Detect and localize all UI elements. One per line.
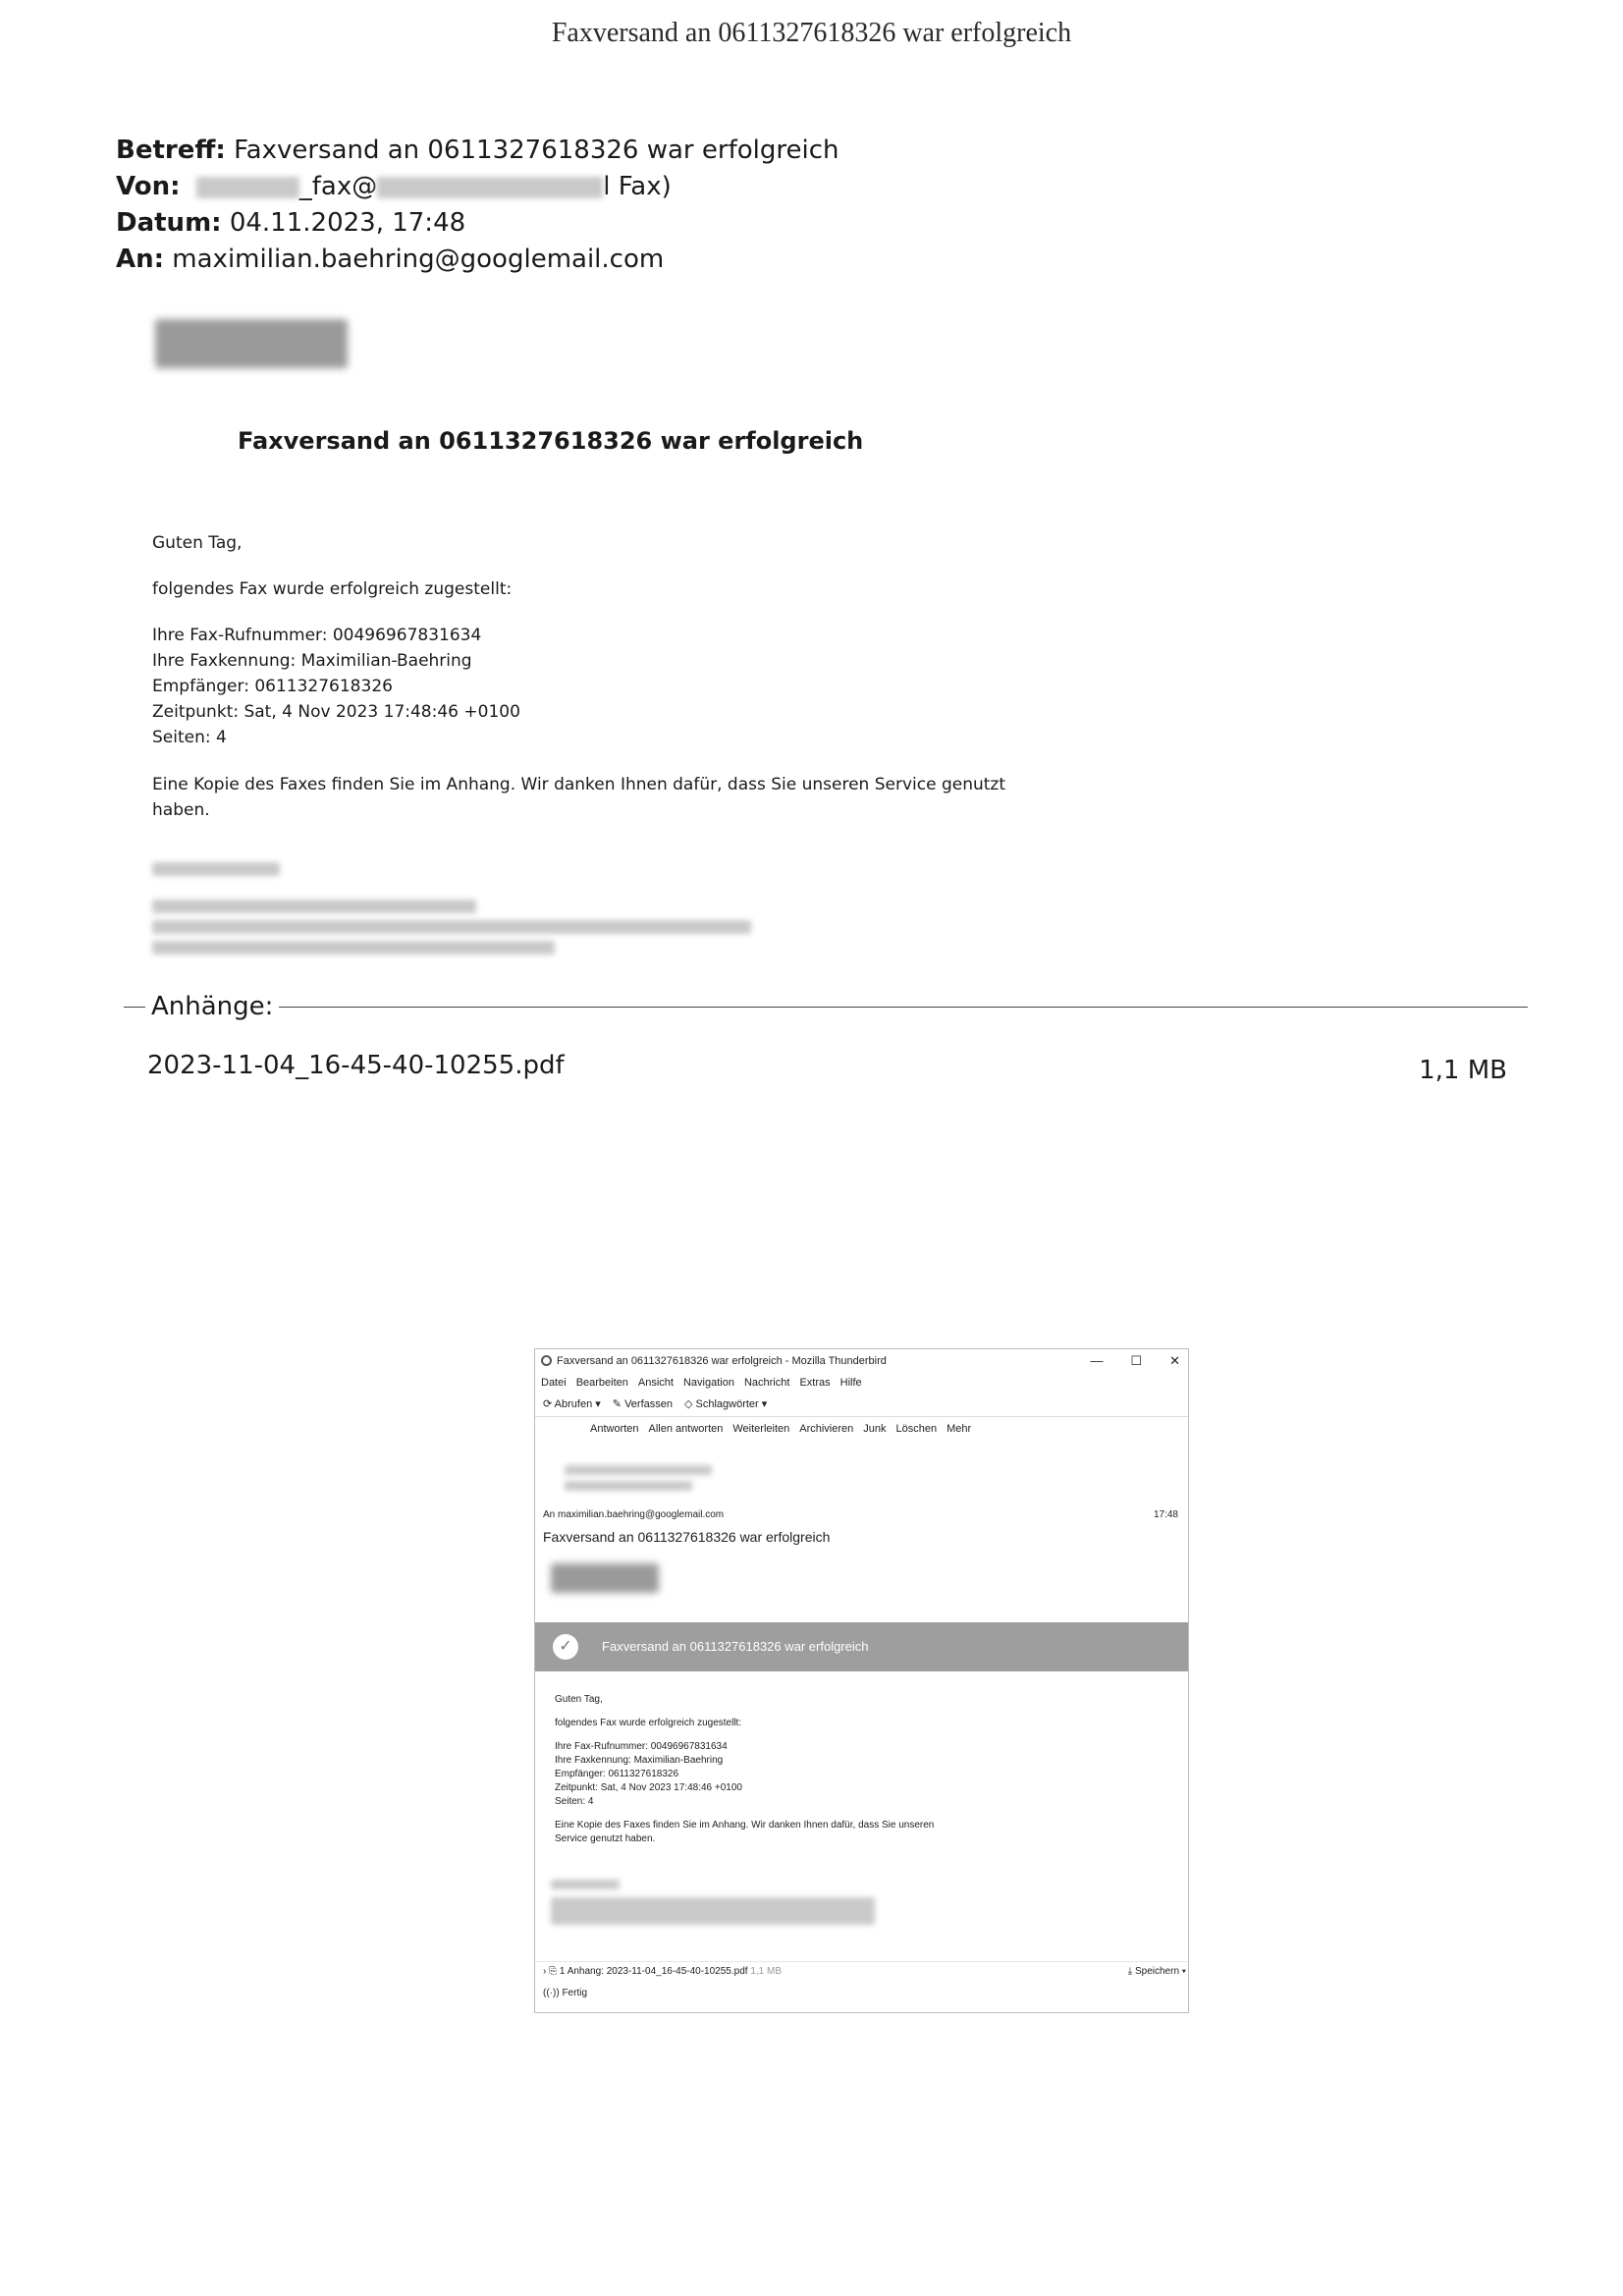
tb-greeting: Guten Tag, — [555, 1694, 603, 1705]
to-value: maximilian.baehring@googlemail.com — [172, 245, 665, 274]
tb-banner-text: Faxversand an 0611327618326 war erfolgreich — [602, 1639, 869, 1654]
detail-recipient: Empfänger: 0611327618326 — [152, 677, 393, 696]
date-label: Datum: — [116, 208, 222, 238]
detail-pages: Seiten: 4 — [152, 728, 227, 747]
to-row — [116, 242, 664, 278]
redacted-signature-4 — [152, 941, 555, 955]
tb-success-banner — [535, 1622, 1188, 1671]
get-messages-button[interactable]: ⟳ Abrufen ▾ — [543, 1398, 601, 1410]
menu-extras[interactable]: Extras — [799, 1377, 831, 1389]
tb-status-text: Fertig — [562, 1988, 587, 1998]
menu-datei[interactable]: Datei — [541, 1377, 567, 1389]
from-fragment-2: l Fax) — [603, 172, 672, 201]
subject-value: Faxversand an 0611327618326 war erfolgreich — [234, 136, 839, 165]
tb-message-actions — [535, 1416, 1189, 1442]
to-label: An: — [116, 245, 165, 274]
attachments-label: Anhänge: — [145, 992, 279, 1021]
get-messages-label: Abrufen — [554, 1398, 593, 1410]
redacted-signature-1 — [152, 862, 280, 876]
tb-detail-recipient: Empfänger: 0611327618326 — [555, 1769, 679, 1779]
closing — [152, 772, 1005, 823]
tb-window-title: Faxversand an 0611327618326 war erfolgreich - Mozilla Thunderbird — [557, 1355, 887, 1367]
compose-label: Verfassen — [624, 1398, 673, 1410]
redacted-sender-domain — [377, 177, 603, 198]
greeting: Guten Tag, — [152, 533, 243, 553]
minimize-icon[interactable]: — — [1090, 1353, 1104, 1368]
archive-button[interactable]: Archivieren — [799, 1423, 854, 1435]
subject-label: Betreff: — [116, 136, 226, 165]
tb-message-body — [535, 1693, 1189, 1846]
forward-button[interactable]: Weiterleiten — [732, 1423, 790, 1435]
tags-button[interactable]: ◇ Schlagwörter ▾ — [683, 1398, 768, 1410]
tb-toolbar — [535, 1393, 1189, 1417]
from-label: Von: — [116, 172, 181, 201]
tb-attachment-bar[interactable] — [535, 1961, 1189, 1982]
message-heading: Faxversand an 0611327618326 war erfolgreich — [238, 427, 864, 455]
tb-status-bar — [535, 1983, 1189, 2004]
compose-button[interactable]: ✎ Verfassen — [612, 1398, 673, 1410]
tb-attachment-line[interactable]: 1 Anhang: 2023-11-04_16-45-40-10255.pdf — [559, 1966, 748, 1977]
detail-timestamp: Zeitpunkt: Sat, 4 Nov 2023 17:48:46 +0100 — [152, 702, 520, 722]
tb-time: 17:48 — [1153, 1509, 1178, 1520]
close-icon[interactable]: ✕ — [1169, 1353, 1180, 1368]
thunderbird-logo-icon — [541, 1355, 552, 1366]
maximize-icon[interactable]: ☐ — [1130, 1353, 1143, 1368]
check-circle-icon: ✓ — [553, 1634, 578, 1660]
tags-label: Schlagwörter — [695, 1398, 759, 1410]
redacted-signature-2 — [152, 900, 476, 913]
activity-icon: ((·)) — [543, 1988, 560, 1998]
attachments-divider — [124, 1007, 1528, 1008]
tb-title-bar — [535, 1349, 1188, 1373]
reply-button[interactable]: Antworten — [590, 1423, 639, 1435]
redacted-signature-3 — [152, 920, 751, 934]
menu-bearbeiten[interactable]: Bearbeiten — [575, 1377, 628, 1389]
menu-nachricht[interactable]: Nachricht — [743, 1377, 790, 1389]
tb-window-controls — [1090, 1349, 1180, 1373]
attachment-file-size: 1,1 MB — [1419, 1056, 1507, 1085]
tb-redacted-signature-2 — [551, 1897, 875, 1925]
fax-details — [152, 623, 520, 750]
save-label: Speichern — [1134, 1966, 1180, 1977]
tb-closing-2: Service genutzt haben. — [555, 1833, 656, 1844]
closing-line-2: haben. — [152, 800, 210, 820]
attachment-file-name[interactable]: 2023-11-04_16-45-40-10255.pdf — [147, 1051, 565, 1080]
tb-menu-bar — [535, 1373, 1189, 1393]
menu-ansicht[interactable]: Ansicht — [637, 1377, 674, 1389]
tb-detail-fax-number: Ihre Fax-Rufnummer: 00496967831634 — [555, 1741, 728, 1752]
more-button[interactable]: Mehr — [947, 1423, 972, 1435]
redacted-sender-name — [196, 177, 299, 198]
tb-to-line: An maximilian.baehring@googlemail.com — [543, 1509, 725, 1520]
intro: folgendes Fax wurde erfolgreich zugestellt: — [152, 579, 513, 599]
menu-hilfe[interactable]: Hilfe — [839, 1377, 862, 1389]
tb-attachment-size: 1,1 MB — [750, 1966, 783, 1977]
tb-detail-timestamp: Zeitpunkt: Sat, 4 Nov 2023 17:48:46 +0100 — [555, 1782, 742, 1793]
save-button[interactable]: ⤓ Speichern ▾ — [1127, 1966, 1186, 1977]
chevron-right-icon[interactable]: › — [543, 1966, 547, 1977]
date-value: 04.11.2023, 17:48 — [229, 208, 466, 238]
paperclip-icon: ⎘ — [549, 1966, 558, 1977]
tb-redacted-signature-1 — [551, 1880, 620, 1889]
tb-subject: Faxversand an 0611327618326 war erfolgreich — [543, 1529, 831, 1545]
detail-fax-id: Ihre Faxkennung: Maximilian-Baehring — [152, 651, 472, 671]
from-fragment-1: _fax@ — [298, 172, 378, 201]
from-row — [116, 169, 672, 205]
date-row — [116, 205, 465, 242]
detail-fax-number: Ihre Fax-Rufnummer: 00496967831634 — [152, 626, 482, 645]
tb-intro: folgendes Fax wurde erfolgreich zugestellt: — [555, 1718, 742, 1728]
delete-button[interactable]: Löschen — [895, 1423, 938, 1435]
junk-button[interactable]: Junk — [863, 1423, 887, 1435]
reply-all-button[interactable]: Allen antworten — [648, 1423, 724, 1435]
tb-redacted-sender-2 — [565, 1481, 692, 1491]
redacted-logo — [155, 319, 348, 368]
tb-detail-pages: Seiten: 4 — [555, 1796, 594, 1807]
menu-navigation[interactable]: Navigation — [682, 1377, 734, 1389]
tb-closing-1: Eine Kopie des Faxes finden Sie im Anhang. Wir danken Ihnen dafür, dass Sie unseren — [555, 1820, 935, 1831]
tb-detail-fax-id: Ihre Faxkennung: Maximilian-Baehring — [555, 1755, 724, 1766]
tb-redacted-logo — [551, 1563, 659, 1593]
thunderbird-screenshot — [534, 1348, 1189, 2013]
subject-row — [116, 133, 839, 169]
closing-line-1: Eine Kopie des Faxes finden Sie im Anhang. Wir danken Ihnen dafür, dass Sie unseren Service genutzt — [152, 775, 1006, 794]
print-title: Faxversand an 0611327618326 war erfolgreich — [551, 18, 1072, 48]
tb-redacted-sender-1 — [565, 1465, 712, 1475]
